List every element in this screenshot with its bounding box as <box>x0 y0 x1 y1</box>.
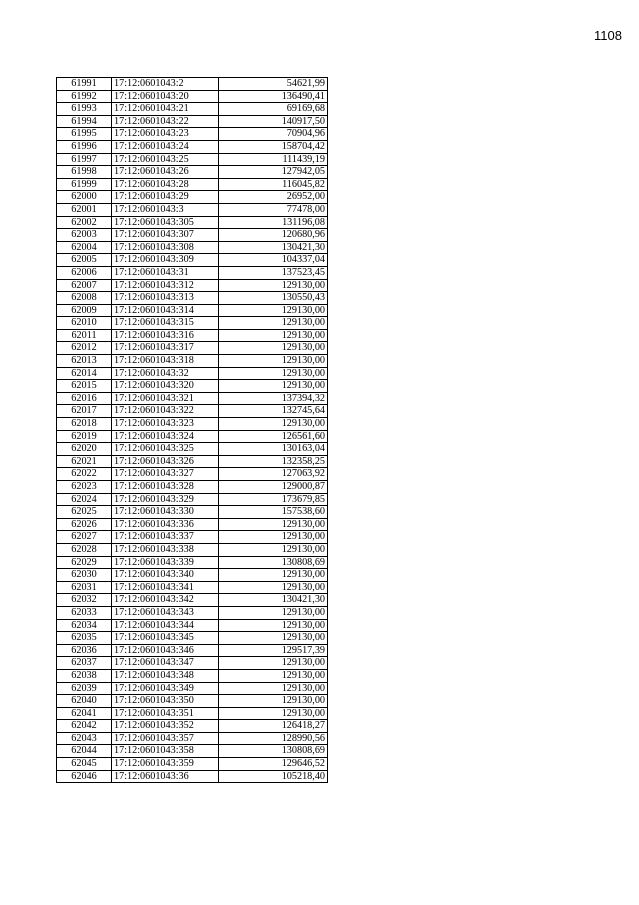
cadastral-number-cell: 17:12:0601043:342 <box>112 594 219 607</box>
cadastral-number-cell: 17:12:0601043:320 <box>112 380 219 393</box>
cadastral-number-cell: 17:12:0601043:316 <box>112 329 219 342</box>
table-row <box>57 443 328 456</box>
cadastral-number-cell: 17:12:0601043:324 <box>112 430 219 443</box>
row-number-cell: 62002 <box>57 216 112 229</box>
cadastral-number-cell: 17:12:0601043:317 <box>112 342 219 355</box>
table-row <box>57 115 328 128</box>
cadastral-number-cell: 17:12:0601043:345 <box>112 632 219 645</box>
row-number-cell: 62035 <box>57 632 112 645</box>
row-number-cell: 61999 <box>57 178 112 191</box>
cadastral-number-cell: 17:12:0601043:329 <box>112 493 219 506</box>
page-number: 1108 <box>594 28 622 43</box>
cadastral-number-cell: 17:12:0601043:307 <box>112 229 219 242</box>
cadastral-value-cell: 104337,04 <box>219 254 328 267</box>
row-number-cell: 62033 <box>57 606 112 619</box>
row-number-cell: 61993 <box>57 103 112 116</box>
table-row <box>57 166 328 179</box>
table-row <box>57 355 328 368</box>
table-row <box>57 367 328 380</box>
cadastral-value-cell: 130808,69 <box>219 556 328 569</box>
cadastral-value-cell: 136490,41 <box>219 90 328 103</box>
cadastral-number-cell: 17:12:0601043:338 <box>112 543 219 556</box>
cadastral-number-cell: 17:12:0601043:2 <box>112 78 219 91</box>
cadastral-number-cell: 17:12:0601043:20 <box>112 90 219 103</box>
table-row <box>57 732 328 745</box>
row-number-cell: 62013 <box>57 355 112 368</box>
cadastral-value-cell: 129130,00 <box>219 380 328 393</box>
table-row <box>57 493 328 506</box>
cadastral-number-cell: 17:12:0601043:358 <box>112 745 219 758</box>
cadastral-value-cell: 129130,00 <box>219 657 328 670</box>
cadastral-number-cell: 17:12:0601043:337 <box>112 531 219 544</box>
cadastral-value-cell: 129130,00 <box>219 581 328 594</box>
table-row <box>57 266 328 279</box>
cadastral-value-cell: 130808,69 <box>219 745 328 758</box>
row-number-cell: 62045 <box>57 758 112 771</box>
cadastral-number-cell: 17:12:0601043:3 <box>112 203 219 216</box>
row-number-cell: 62020 <box>57 443 112 456</box>
cadastral-number-cell: 17:12:0601043:339 <box>112 556 219 569</box>
row-number-cell: 62001 <box>57 203 112 216</box>
cadastral-value-cell: 26952,00 <box>219 191 328 204</box>
row-number-cell: 62034 <box>57 619 112 632</box>
table-row <box>57 317 328 330</box>
cadastral-number-cell: 17:12:0601043:23 <box>112 128 219 141</box>
row-number-cell: 61994 <box>57 115 112 128</box>
table-row <box>57 241 328 254</box>
cadastral-number-cell: 17:12:0601043:340 <box>112 569 219 582</box>
row-number-cell: 62010 <box>57 317 112 330</box>
table-row <box>57 304 328 317</box>
row-number-cell: 62017 <box>57 405 112 418</box>
cadastral-number-cell: 17:12:0601043:26 <box>112 166 219 179</box>
row-number-cell: 62025 <box>57 506 112 519</box>
cadastral-value-cell: 129130,00 <box>219 342 328 355</box>
table-row <box>57 191 328 204</box>
row-number-cell: 62011 <box>57 329 112 342</box>
cadastral-value-cell: 54621,99 <box>219 78 328 91</box>
table-row <box>57 619 328 632</box>
table-row <box>57 90 328 103</box>
cadastral-number-cell: 17:12:0601043:359 <box>112 758 219 771</box>
cadastral-value-cell: 77478,00 <box>219 203 328 216</box>
table-row <box>57 632 328 645</box>
row-number-cell: 62014 <box>57 367 112 380</box>
table-row <box>57 594 328 607</box>
cadastral-value-cell: 129130,00 <box>219 279 328 292</box>
row-number-cell: 62030 <box>57 569 112 582</box>
row-number-cell: 62007 <box>57 279 112 292</box>
row-number-cell: 61996 <box>57 140 112 153</box>
table-row <box>57 770 328 783</box>
cadastral-value-cell: 130163,04 <box>219 443 328 456</box>
cadastral-value-cell: 129517,39 <box>219 644 328 657</box>
cadastral-value-cell: 127942,05 <box>219 166 328 179</box>
row-number-cell: 62043 <box>57 732 112 745</box>
row-number-cell: 62008 <box>57 292 112 305</box>
cadastral-value-cell: 105218,40 <box>219 770 328 783</box>
table-row <box>57 128 328 141</box>
table-body <box>57 78 328 783</box>
cadastral-number-cell: 17:12:0601043:350 <box>112 695 219 708</box>
cadastral-value-cell: 129130,00 <box>219 632 328 645</box>
cadastral-number-cell: 17:12:0601043:32 <box>112 367 219 380</box>
table-row <box>57 178 328 191</box>
cadastral-value-cell: 158704,42 <box>219 140 328 153</box>
cadastral-number-cell: 17:12:0601043:25 <box>112 153 219 166</box>
row-number-cell: 62037 <box>57 657 112 670</box>
table-row <box>57 682 328 695</box>
cadastral-number-cell: 17:12:0601043:321 <box>112 392 219 405</box>
cadastral-number-cell: 17:12:0601043:309 <box>112 254 219 267</box>
cadastral-value-cell: 129130,00 <box>219 304 328 317</box>
cadastral-number-cell: 17:12:0601043:348 <box>112 669 219 682</box>
row-number-cell: 62026 <box>57 518 112 531</box>
table-row <box>57 481 328 494</box>
cadastral-value-cell: 126418,27 <box>219 720 328 733</box>
cadastral-value-cell: 129130,00 <box>219 669 328 682</box>
row-number-cell: 62000 <box>57 191 112 204</box>
row-number-cell: 62003 <box>57 229 112 242</box>
table-row <box>57 216 328 229</box>
cadastral-value-cell: 129130,00 <box>219 367 328 380</box>
table-row <box>57 392 328 405</box>
cadastral-number-cell: 17:12:0601043:24 <box>112 140 219 153</box>
cadastral-number-cell: 17:12:0601043:36 <box>112 770 219 783</box>
table-row <box>57 506 328 519</box>
table-row <box>57 418 328 431</box>
cadastral-value-cell: 128990,56 <box>219 732 328 745</box>
row-number-cell: 62015 <box>57 380 112 393</box>
table-row <box>57 745 328 758</box>
cadastral-number-cell: 17:12:0601043:330 <box>112 506 219 519</box>
cadastral-value-cell: 129130,00 <box>219 355 328 368</box>
cadastral-number-cell: 17:12:0601043:344 <box>112 619 219 632</box>
table-row <box>57 455 328 468</box>
row-number-cell: 62041 <box>57 707 112 720</box>
row-number-cell: 61998 <box>57 166 112 179</box>
row-number-cell: 62040 <box>57 695 112 708</box>
cadastral-number-cell: 17:12:0601043:308 <box>112 241 219 254</box>
row-number-cell: 62018 <box>57 418 112 431</box>
row-number-cell: 61992 <box>57 90 112 103</box>
cadastral-value-cell: 130550,43 <box>219 292 328 305</box>
row-number-cell: 62023 <box>57 481 112 494</box>
cadastral-value-cell: 132745,64 <box>219 405 328 418</box>
row-number-cell: 62044 <box>57 745 112 758</box>
cadastral-number-cell: 17:12:0601043:314 <box>112 304 219 317</box>
cadastral-number-cell: 17:12:0601043:349 <box>112 682 219 695</box>
cadastral-value-cell: 137394,32 <box>219 392 328 405</box>
row-number-cell: 62016 <box>57 392 112 405</box>
row-number-cell: 62022 <box>57 468 112 481</box>
cadastral-number-cell: 17:12:0601043:305 <box>112 216 219 229</box>
cadastral-number-cell: 17:12:0601043:351 <box>112 707 219 720</box>
cadastral-value-cell: 130421,30 <box>219 241 328 254</box>
row-number-cell: 62027 <box>57 531 112 544</box>
cadastral-number-cell: 17:12:0601043:322 <box>112 405 219 418</box>
table-row <box>57 543 328 556</box>
cadastral-number-cell: 17:12:0601043:326 <box>112 455 219 468</box>
table-row <box>57 707 328 720</box>
row-number-cell: 62029 <box>57 556 112 569</box>
cadastral-number-cell: 17:12:0601043:318 <box>112 355 219 368</box>
cadastral-number-cell: 17:12:0601043:346 <box>112 644 219 657</box>
table-row <box>57 606 328 619</box>
row-number-cell: 62024 <box>57 493 112 506</box>
row-number-cell: 62021 <box>57 455 112 468</box>
table-row <box>57 556 328 569</box>
cadastral-number-cell: 17:12:0601043:315 <box>112 317 219 330</box>
cadastral-number-cell: 17:12:0601043:29 <box>112 191 219 204</box>
row-number-cell: 62028 <box>57 543 112 556</box>
cadastral-number-cell: 17:12:0601043:328 <box>112 481 219 494</box>
table-row <box>57 405 328 418</box>
table-row <box>57 531 328 544</box>
cadastral-number-cell: 17:12:0601043:347 <box>112 657 219 670</box>
cadastral-number-cell: 17:12:0601043:336 <box>112 518 219 531</box>
cadastral-value-cell: 129130,00 <box>219 329 328 342</box>
cadastral-value-cell: 129130,00 <box>219 682 328 695</box>
table-row <box>57 342 328 355</box>
table-row <box>57 581 328 594</box>
cadastral-number-cell: 17:12:0601043:341 <box>112 581 219 594</box>
cadastral-value-cell: 132358,25 <box>219 455 328 468</box>
cadastral-number-cell: 17:12:0601043:352 <box>112 720 219 733</box>
table-row <box>57 140 328 153</box>
cadastral-value-cell: 129130,00 <box>219 418 328 431</box>
row-number-cell: 61995 <box>57 128 112 141</box>
cadastral-number-cell: 17:12:0601043:357 <box>112 732 219 745</box>
cadastral-value-cell: 129130,00 <box>219 569 328 582</box>
table-row <box>57 720 328 733</box>
row-number-cell: 62039 <box>57 682 112 695</box>
cadastral-value-cell: 111439,19 <box>219 153 328 166</box>
table-row <box>57 695 328 708</box>
table-row <box>57 203 328 216</box>
table-row <box>57 380 328 393</box>
cadastral-value-cell: 129130,00 <box>219 606 328 619</box>
table-row <box>57 279 328 292</box>
cadastral-number-cell: 17:12:0601043:343 <box>112 606 219 619</box>
row-number-cell: 62005 <box>57 254 112 267</box>
table-row <box>57 657 328 670</box>
table-row <box>57 644 328 657</box>
cadastral-value-cell: 70904,96 <box>219 128 328 141</box>
cadastral-value-cell: 157538,60 <box>219 506 328 519</box>
cadastral-number-cell: 17:12:0601043:28 <box>112 178 219 191</box>
cadastral-number-cell: 17:12:0601043:327 <box>112 468 219 481</box>
row-number-cell: 62019 <box>57 430 112 443</box>
table-row <box>57 103 328 116</box>
table-row <box>57 669 328 682</box>
table-row <box>57 229 328 242</box>
cadastral-value-cell: 116045,82 <box>219 178 328 191</box>
row-number-cell: 61991 <box>57 78 112 91</box>
cadastral-value-cell: 173679,85 <box>219 493 328 506</box>
table-row <box>57 78 328 91</box>
row-number-cell: 62046 <box>57 770 112 783</box>
cadastral-value-cell: 129130,00 <box>219 317 328 330</box>
cadastral-value-cell: 130421,30 <box>219 594 328 607</box>
row-number-cell: 62009 <box>57 304 112 317</box>
cadastral-value-cell: 129130,00 <box>219 619 328 632</box>
cadastral-number-cell: 17:12:0601043:21 <box>112 103 219 116</box>
cadastral-value-cell: 129130,00 <box>219 531 328 544</box>
cadastral-value-cell: 137523,45 <box>219 266 328 279</box>
cadastral-value-cell: 129130,00 <box>219 543 328 556</box>
cadastral-number-cell: 17:12:0601043:323 <box>112 418 219 431</box>
cadastral-value-cell: 131196,08 <box>219 216 328 229</box>
row-number-cell: 62036 <box>57 644 112 657</box>
cadastral-number-cell: 17:12:0601043:31 <box>112 266 219 279</box>
table-row <box>57 569 328 582</box>
cadastral-number-cell: 17:12:0601043:22 <box>112 115 219 128</box>
cadastral-value-cell: 69169,68 <box>219 103 328 116</box>
cadastral-number-cell: 17:12:0601043:313 <box>112 292 219 305</box>
row-number-cell: 62006 <box>57 266 112 279</box>
cadastral-value-cell: 129000,87 <box>219 481 328 494</box>
row-number-cell: 62004 <box>57 241 112 254</box>
cadastral-value-cell: 129130,00 <box>219 695 328 708</box>
row-number-cell: 62038 <box>57 669 112 682</box>
table-row <box>57 758 328 771</box>
cadastral-value-cell: 140917,50 <box>219 115 328 128</box>
row-number-cell: 62012 <box>57 342 112 355</box>
row-number-cell: 62032 <box>57 594 112 607</box>
table-row <box>57 153 328 166</box>
cadastral-value-cell: 129646,52 <box>219 758 328 771</box>
cadastral-value-cell: 127063,92 <box>219 468 328 481</box>
table-row <box>57 430 328 443</box>
row-number-cell: 62031 <box>57 581 112 594</box>
row-number-cell: 62042 <box>57 720 112 733</box>
cadastral-value-table <box>56 77 328 783</box>
cadastral-value-cell: 129130,00 <box>219 518 328 531</box>
cadastral-number-cell: 17:12:0601043:325 <box>112 443 219 456</box>
cadastral-number-cell: 17:12:0601043:312 <box>112 279 219 292</box>
cadastral-value-cell: 129130,00 <box>219 707 328 720</box>
table-row <box>57 518 328 531</box>
cadastral-value-cell: 120680,96 <box>219 229 328 242</box>
table-row <box>57 292 328 305</box>
table-row <box>57 329 328 342</box>
row-number-cell: 61997 <box>57 153 112 166</box>
table-row <box>57 468 328 481</box>
table-row <box>57 254 328 267</box>
cadastral-value-cell: 126561,60 <box>219 430 328 443</box>
